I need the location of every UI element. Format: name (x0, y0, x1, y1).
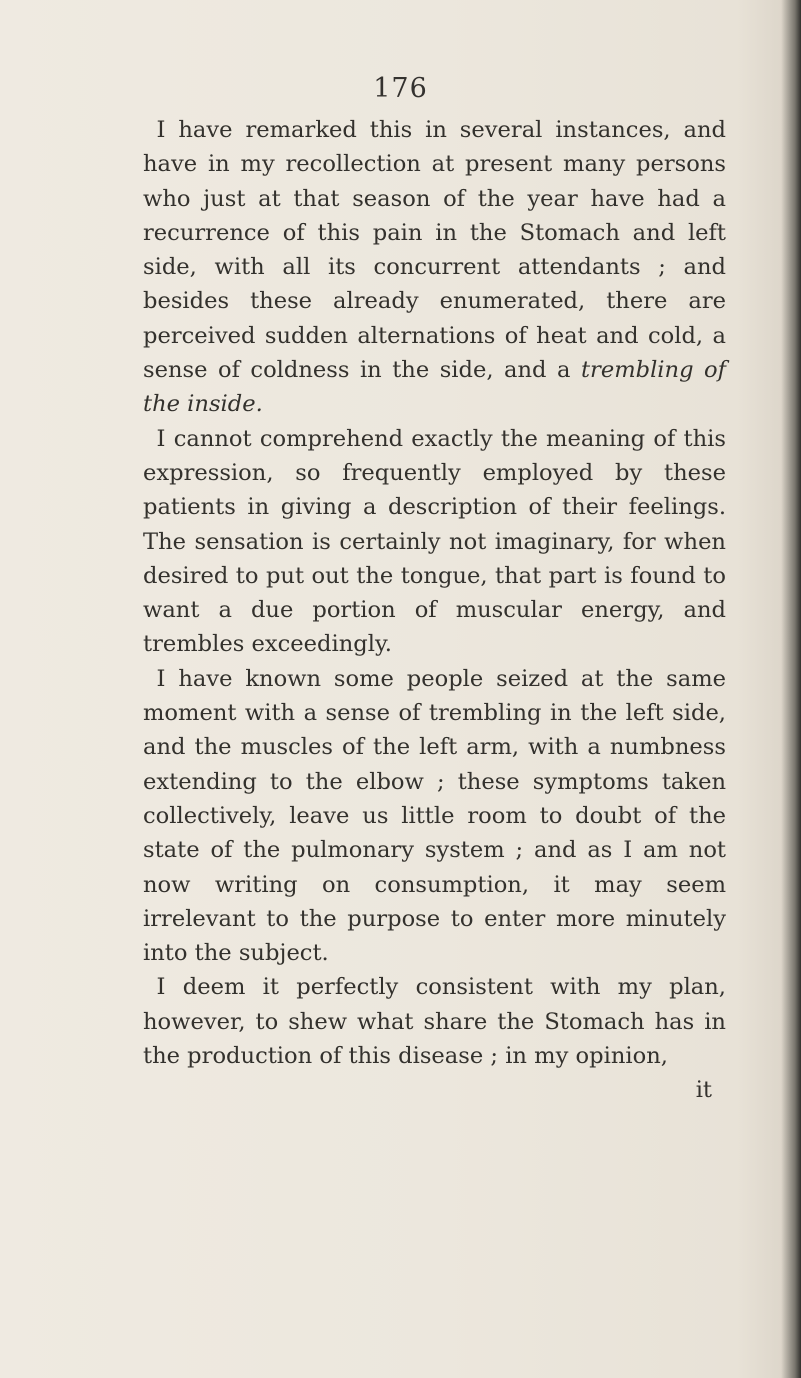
paragraph-1 (143, 113, 726, 422)
paragraph-4: I deem it perfectly consistent with my plan, however, to shew what share the Stomach has in the production of this disease ; in my opinion, (143, 974, 726, 1070)
paragraph-1-italic: trembling of the inside. (143, 357, 726, 418)
page-edge-shadow (781, 0, 801, 1378)
paragraph-3: I have known some people seized at the same moment with a sense of trembling in the left side, and the muscles of the left arm, with a numbness extending to the elbow ; these symptoms taken collectively, leave us little room to doubt of the state of the pulmonary system ; and as I am not now writing on consumption, it may seem irrelevant to the purpose to enter more minutely into the subject. (143, 665, 726, 967)
catchword: it (695, 1077, 712, 1104)
paragraph-1-text: I have remarked this in several instances, and have in my recollection at present many persons who just at that season of the year have had a recurrence of this pain in the Stomach and left side, with all its concurrent attendants ; and besides these already enumerated, there are perceived sudden alternations of heat and cold, a sense of coldness in the side, and a (143, 117, 726, 384)
page-number: 176 (373, 73, 428, 104)
paragraph-2: I cannot comprehend exactly the meaning of this expression, so frequently employed by these patients in giving a description of their feelings. The sensation is certainly not imaginary, for when desired to put out the tongue, that part is found to want a due portion of muscular energy, and trembles exceedingly. (143, 425, 726, 658)
body-text (143, 113, 726, 1108)
